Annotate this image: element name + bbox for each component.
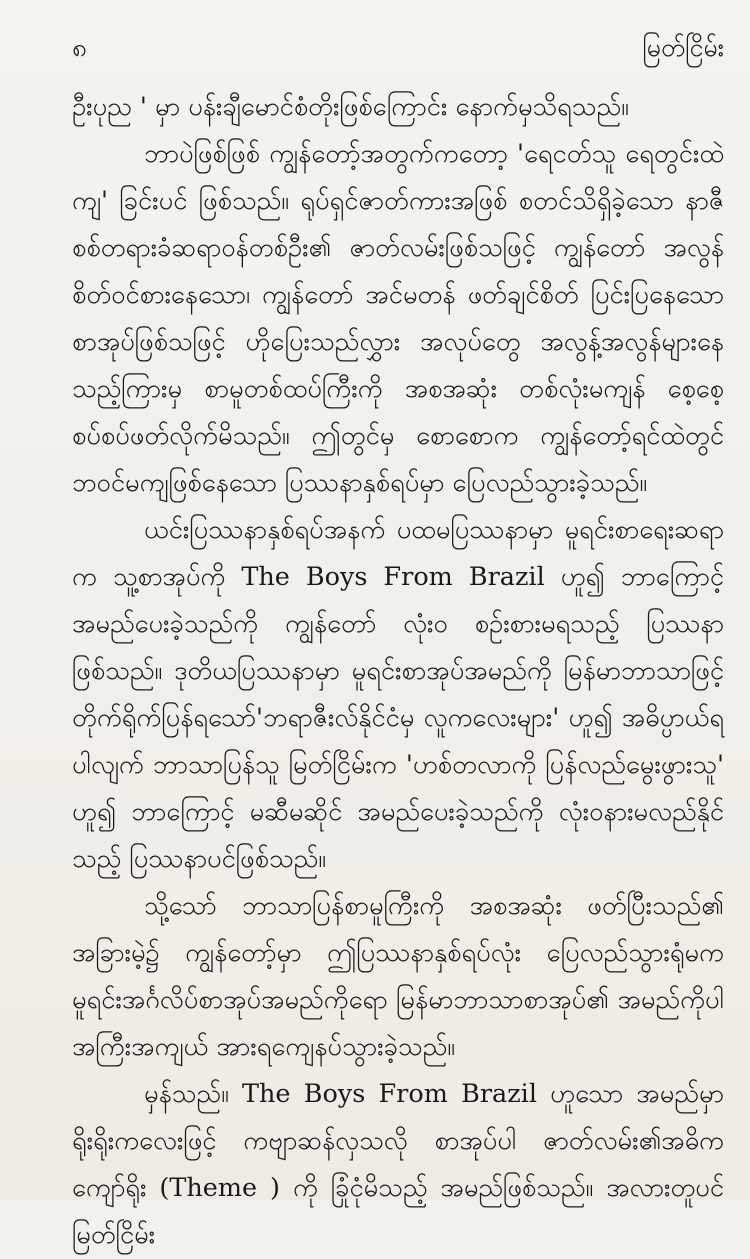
running-title: မြတ်ငြိမ်း [642,33,724,62]
paragraph-2: ဘာပဲဖြစ်ဖြစ် ကျွန်တော့်အတွက်ကတော့ 'ရေငတ်သူ ရေတွင်းထဲကျ' ခြင်းပင် ဖြစ်သည်။ ရုပ်ရှင်ဇာတ်ကားအဖြစ် စတင်သိရှိခဲ့သော နာဇီစစ်တရားခံဆရာဝန်တစ်ဦး၏ ဇာတ်လမ်းဖြစ်သဖြင့် ကျွန်တော် အလွန်စိတ်ဝင်စားနေသော၊ ကျွန်တော် အင်မတန် ဖတ်ချင်စိတ် ပြင်းပြနေသော စာအုပ်ဖြစ်သဖြင့် ဟိုပြေးသည်လွှား အလုပ်တွေ အလွန့်အလွန်များနေသည့်ကြားမှ စာမူတစ်ထပ်ကြီးကို အစအဆုံး တစ်လုံးမကျန် စေ့စေ့စပ်စပ်ဖတ်လိုက်မိသည်။ ဤတွင်မှ စောစောက ကျွန်တော့်ရင်ထဲတွင် ဘဝင်မကျဖြစ်နေသော ပြဿနာနှစ်ရပ်မှာ ပြေလည်သွားခဲ့သည်။ [72,139,724,498]
paragraph-1: ဦးပုည ' မှာ ပန်းချီမောင်စံတိုးဖြစ်ကြောင်း နောက်မှသိရသည်။ [72,92,629,122]
page-number: ၈ [72,33,87,63]
paragraph-3: ယင်းပြဿနာနှစ်ရပ်အနက် ပထမပြဿနာမှာ မူရင်းစာရေးဆရာက သူ့စာအုပ်ကို The Boys From Brazil ဟူ၍ ဘာကြောင့် အမည်ပေးခဲ့သည်ကို ကျွန်တော် လုံးဝ စဉ်းစားမရသည့် ပြဿနာဖြစ်သည်။ ဒုတိယပြဿနာမှာ မူရင်းစာအုပ်အမည်ကို မြန်မာဘာသာဖြင့် တိုက်ရိုက်ပြန်ရသော်'ဘရာဇီးလ်နိုင်ငံမှ လူကလေးများ' ဟူ၍ အဓိပ္ပာယ်ရပါလျက် ဘာသာပြန်သူ မြတ်ငြိမ်းက 'ဟစ်တလာကို ပြန်လည်မွေးဖွားသူ' ဟူ၍ ဘာကြောင့် မဆီမဆိုင် အမည်ပေးခဲ့သည်ကို လုံးဝနားမလည်နိုင်သည့် ပြဿနာပင်ဖြစ်သည်။ [72,515,724,874]
body-text [72,84,724,1259]
paragraph-5: မှန်သည်။ The Boys From Brazil ဟူသော အမည်မှာ ရိုးရိုးကလေးဖြင့် ကဗျာဆန်လှသလို စာအုပ်ပါ ဇာတ်လမ်း၏အဓိက ကျော်ရိုး (Theme ) ကို ခြုံငုံမိသည့် အမည်ဖြစ်သည်။ အလားတူပင် မြတ်ငြိမ်း [72,1079,724,1250]
paragraph-4: သို့သော် ဘာသာပြန်စာမူကြီးကို အစအဆုံး ဖတ်ပြီးသည်၏ အခြားမဲ့၌ ကျွန်တော့်မှာ ဤပြဿနာနှစ်ရပ်လုံး ပြေလည်သွားရုံမက မူရင်းအင်္ဂလိပ်စာအုပ်အမည်ကိုရော မြန်မာဘာသာစာအုပ်၏ အမည်ကိုပါ အကြီးအကျယ် အားရကျေနပ်သွားခဲ့သည်။ [72,891,724,1062]
page-header [72,28,724,68]
